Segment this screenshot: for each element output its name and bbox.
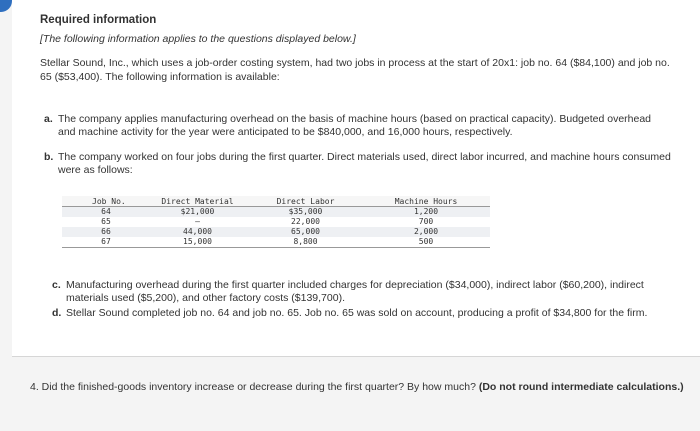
cell-job-no: 66 (62, 227, 146, 237)
item-text: The company applies manufacturing overhead on the basis of machine hours (based on practical capacity). Budgeted overhead and machine activity for the year were anticipated to be $840,000, and 16,000 hours, respectively. (58, 113, 652, 138)
jobs-table (62, 196, 490, 248)
header-direct-material: Direct Material (146, 196, 249, 207)
item-label: c. (52, 279, 61, 291)
item-label: d. (52, 307, 62, 319)
cell-direct-labor: 65,000 (249, 227, 362, 237)
item-a (44, 113, 684, 138)
table-row (62, 217, 490, 227)
info-badge-icon (0, 0, 12, 12)
item-c (52, 279, 692, 304)
cell-direct-material: $21,000 (146, 207, 249, 218)
required-information-panel (12, 0, 700, 357)
question-instruction: (Do not round intermediate calculations.) (478, 381, 684, 393)
cell-direct-labor: 8,800 (249, 237, 362, 248)
item-b (44, 151, 694, 176)
header-job-no: Job No. (62, 196, 146, 207)
item-text: Manufacturing overhead during the first quarter included charges for depreciation ($34,000), indirect labor ($60,200), indirect materials used ($5,200), and other factory costs ($139,700). (66, 279, 644, 304)
table-header-row (62, 196, 490, 207)
cell-direct-material: 44,000 (146, 227, 249, 237)
section-title: Required information (40, 14, 157, 26)
cell-job-no: 67 (62, 237, 146, 248)
cell-direct-labor: 22,000 (291, 217, 320, 226)
question-text: 4. Did the finished-goods inventory increase or decrease during the first quarter? By how much? (30, 381, 476, 393)
item-d (52, 307, 692, 320)
cell-direct-material: 15,000 (146, 237, 249, 248)
question-4 (30, 380, 690, 394)
info-note: [The following information applies to the questions displayed below.] (40, 33, 356, 45)
table-row (62, 207, 490, 218)
cell-machine-hours: 2,000 (362, 227, 490, 237)
cell-direct-material: – (195, 217, 200, 226)
cell-direct-labor: $35,000 (249, 207, 362, 218)
cell-machine-hours: 500 (362, 237, 490, 248)
intro-paragraph: Stellar Sound, Inc., which uses a job-order costing system, had two jobs in process at the start of 20x1: job no. 64 ($84,100) and job no. 65 ($53,400). The following information is available: (40, 57, 670, 83)
cell-job-no: 64 (62, 207, 146, 218)
item-label: b. (44, 151, 54, 163)
header-machine-hours: Machine Hours (362, 196, 490, 207)
item-label: a. (44, 113, 53, 125)
item-text: Stellar Sound completed job no. 64 and job no. 65. Job no. 65 was sold on account, producing a profit of $34,800 for the firm. (66, 307, 648, 319)
cell-machine-hours: 1,200 (362, 207, 490, 218)
cell-machine-hours: 700 (418, 217, 434, 226)
header-direct-labor: Direct Labor (249, 196, 362, 207)
table-row (62, 227, 490, 237)
table-row (62, 237, 490, 248)
cell-job-no: 65 (101, 217, 111, 226)
item-text: The company worked on four jobs during the first quarter. Direct materials used, direct labor incurred, and machine hours consumed were as follows: (58, 151, 671, 176)
